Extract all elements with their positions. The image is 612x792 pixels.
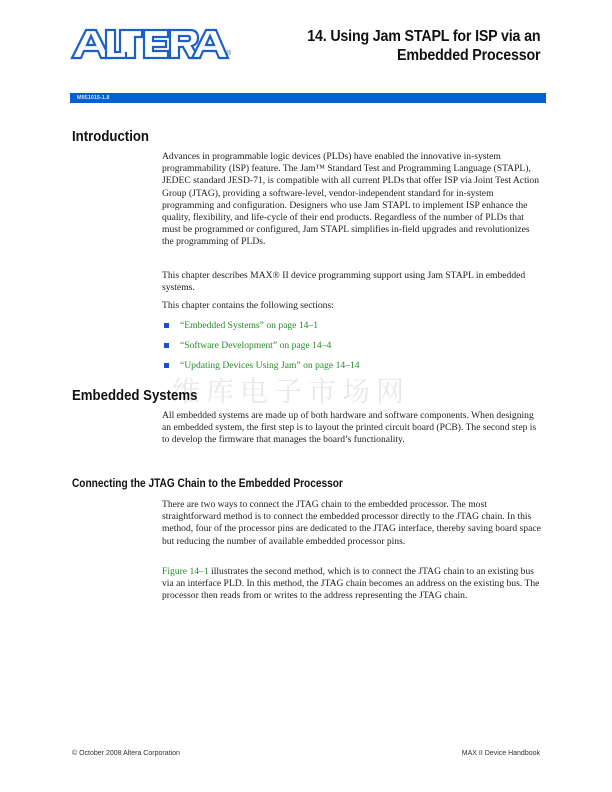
document-id: MII51015-1.8	[77, 95, 110, 101]
footer-left: © October 2008 Altera Corporation	[72, 750, 180, 757]
embedded-paragraph-1: All embedded systems are made up of both hardware and software components. When designing an embedded system, the first step is to layout the printed circuit board (PCB). The second step is to develop the firmware that manages the board’s functionality.	[162, 410, 537, 446]
document-id-bar	[70, 93, 546, 103]
watermark: 维库电子市场网	[172, 375, 411, 408]
heading-connecting-jtag: Connecting the JTAG Chain to the Embedded Processor	[72, 478, 343, 490]
bullet-square-icon	[164, 363, 169, 368]
connecting-paragraph-2-text: illustrates the second method, which is to connect the JTAG chain to an existing bus via an interface PLD. In this method, the JTAG chain becomes an address on the existing bus. The processor then reads from or writes to the address representing the JTAG chain.	[162, 566, 540, 602]
link-software-development[interactable]: “Software Development” on page 14–4	[180, 340, 332, 351]
bullet-square-icon	[164, 323, 169, 328]
chapter-title-line1: 14. Using Jam STAPL for ISP via an	[306, 28, 540, 45]
registered-mark: ®	[226, 50, 232, 57]
link-embedded-systems[interactable]: “Embedded Systems” on page 14–1	[180, 320, 319, 331]
list-item	[162, 320, 542, 340]
heading-introduction: Introduction	[72, 128, 149, 145]
connecting-paragraph-2	[162, 566, 542, 603]
intro-paragraph-3: This chapter contains the following sections:	[162, 300, 334, 311]
connecting-paragraph-1: There are two ways to connect the JTAG chain to the embedded processor. The most straightforward method is to connect the embedded processor directly to the JTAG chain. In this method, four of the processor pins are dedicated to the JTAG interface, thereby saving board space but reducing the number of available embedded processor pins.	[162, 499, 541, 547]
footer-right: MAX II Device Handbook	[461, 750, 540, 757]
intro-paragraph-1: Advances in programmable logic devices (PLDs) have enabled the innovative in-system programmability (ISP) feature. The Jam™ Standard Test and Programming Language (STAPL), JEDEC standard JESD-71, is compatible with all current PLDs that offer ISP via Joint Test Action Group (JTAG), providing a software-level, vendor-independent standard for in-system programming and configuration. Designers who use Jam STAPL to implement ISP enhance the quality, flexibility, and life-cycle of their end products. Regardless of the number of PLDs that must be programmed or configured, Jam STAPL simplifies in-field upgrades and revolutionizes the programming of PLDs.	[162, 151, 539, 248]
list-item	[162, 340, 542, 360]
chapter-title	[307, 27, 540, 65]
heading-embedded-systems: Embedded Systems	[72, 387, 198, 404]
figure-14-1-link[interactable]: Figure 14–1	[162, 566, 209, 577]
altera-logo	[70, 24, 230, 64]
bullet-square-icon	[164, 343, 169, 348]
link-updating-devices[interactable]: “Updating Devices Using Jam” on page 14–14	[180, 360, 360, 371]
chapter-title-line2: Embedded Processor	[396, 47, 540, 64]
intro-paragraph-2: This chapter describes MAX® II device programming support using Jam STAPL in embedded systems.	[162, 270, 526, 294]
